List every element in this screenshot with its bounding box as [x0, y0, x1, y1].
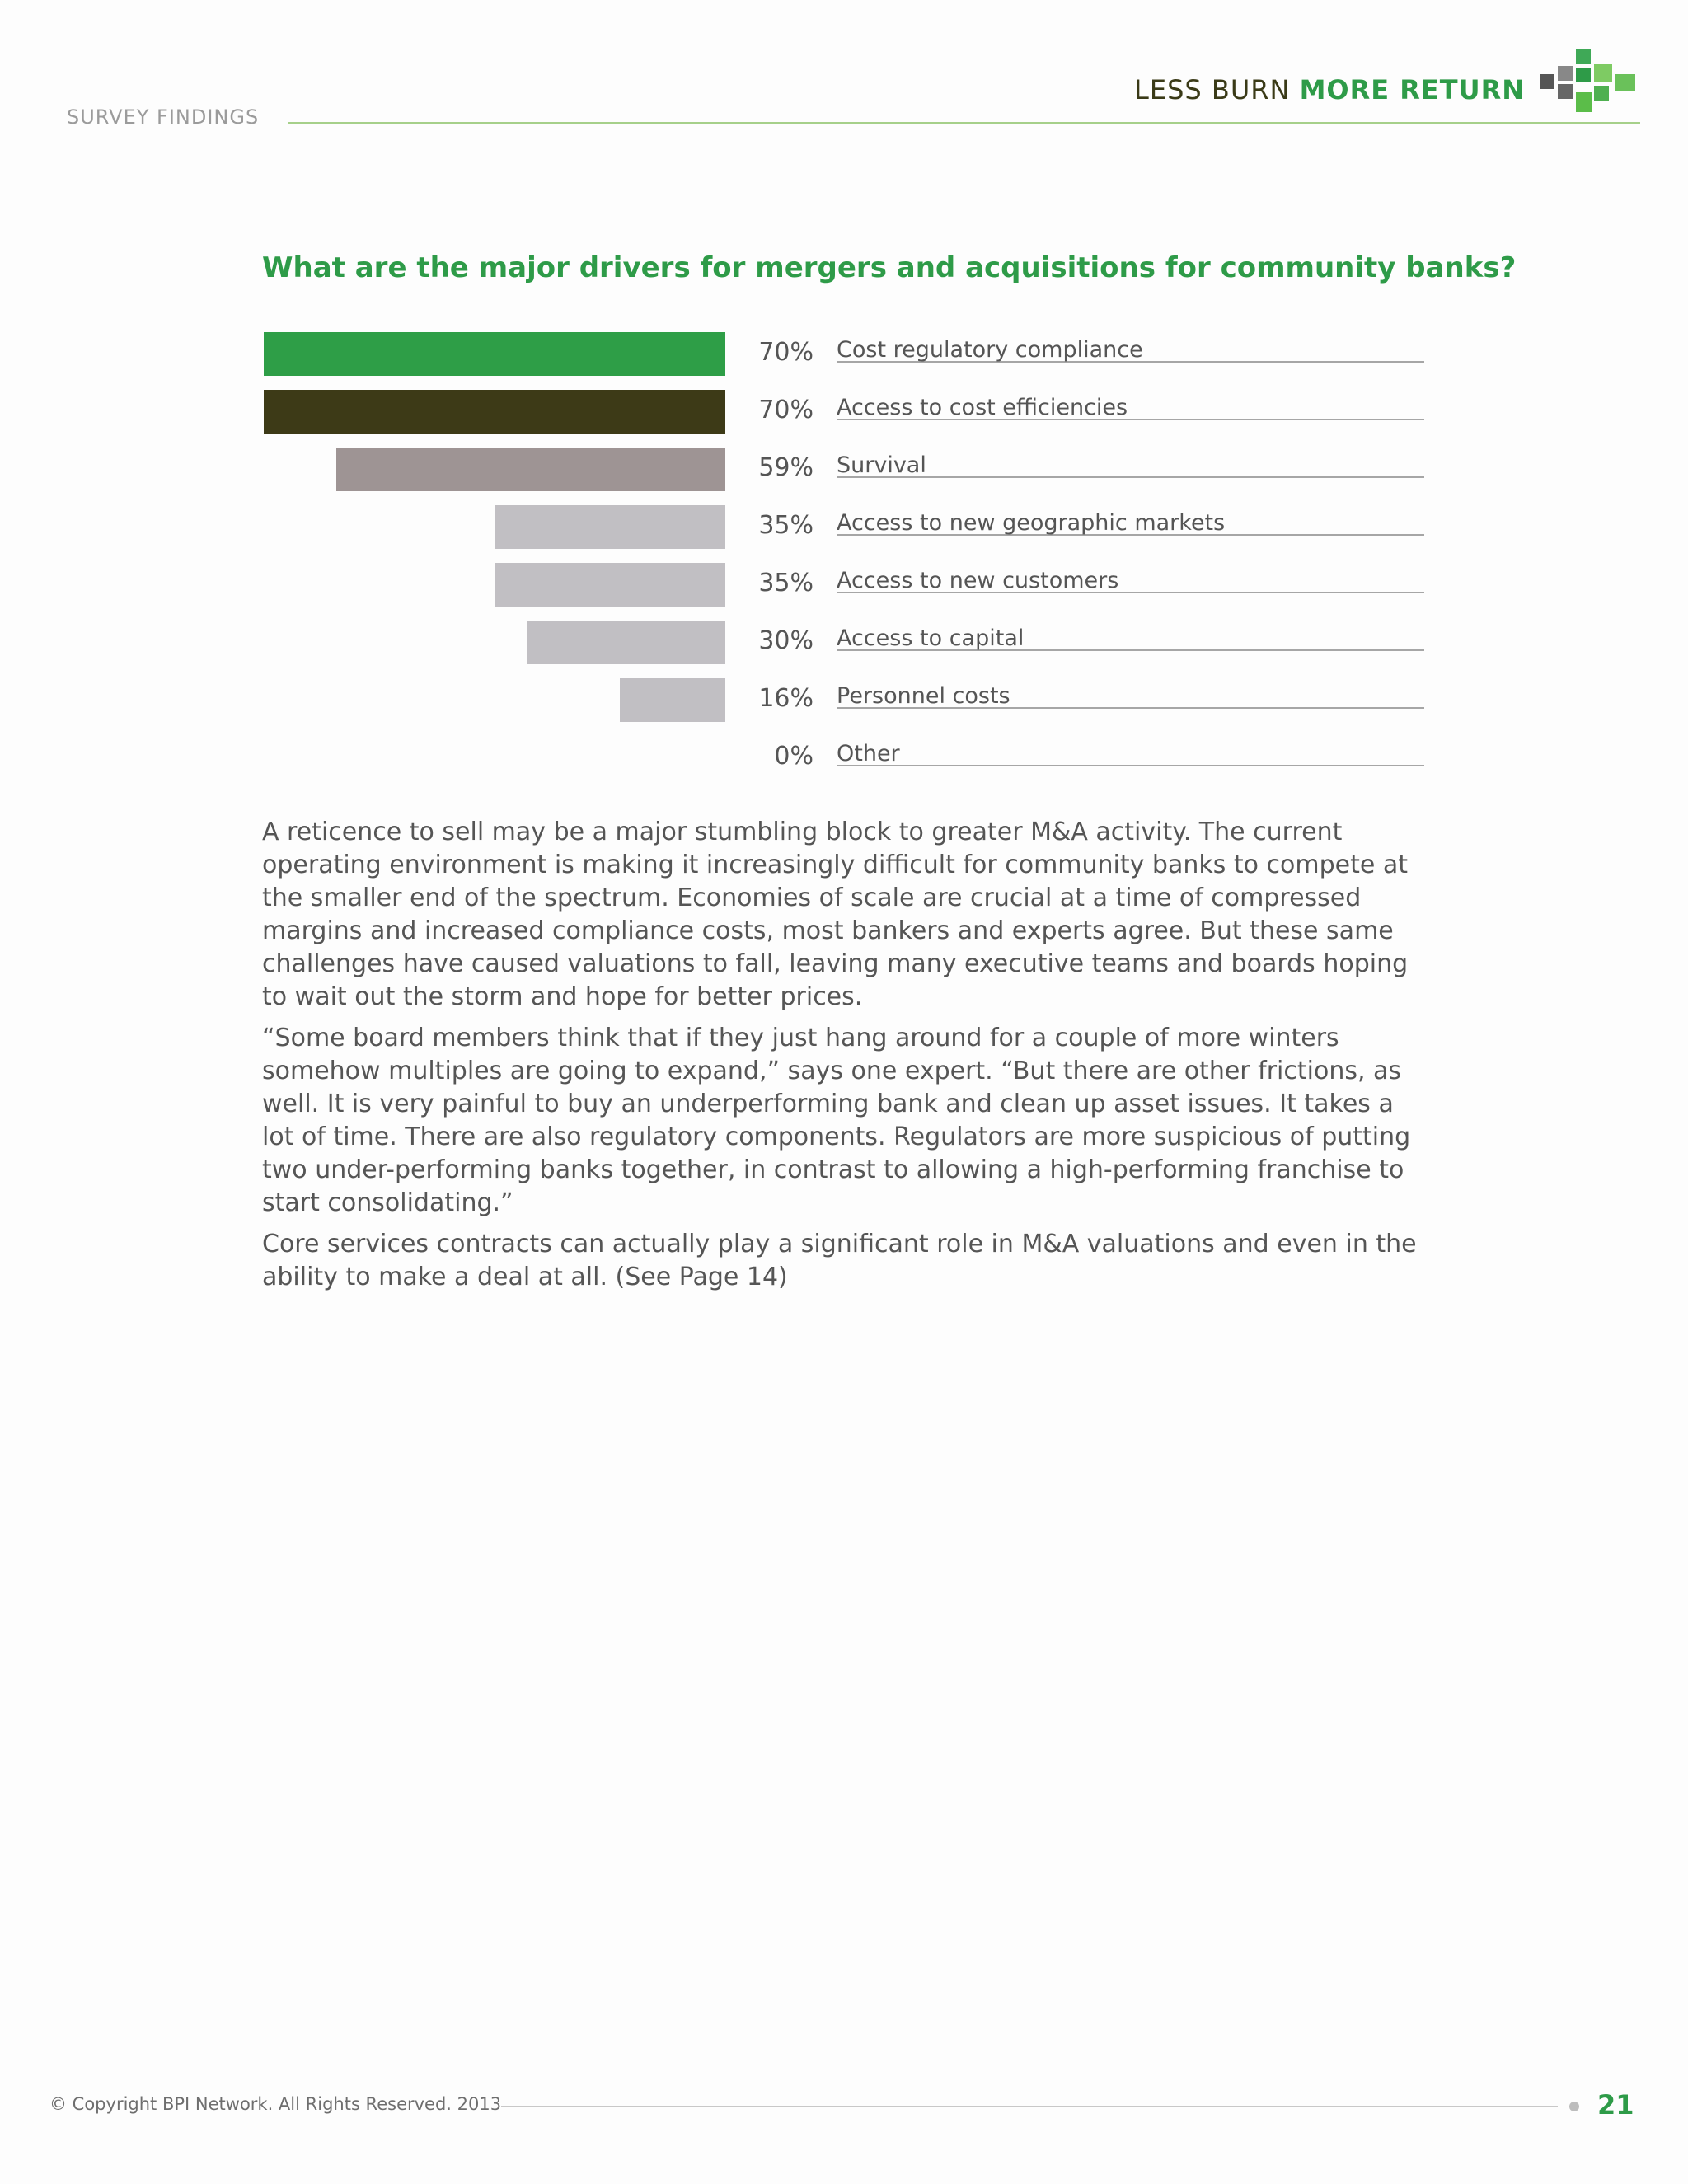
bar-value-label: 59% — [758, 453, 814, 482]
page-number: 21 — [1597, 2089, 1634, 2121]
body-paragraph-1: A reticence to sell may be a major stumbling block to greater M&A activity. The current operating environment is making it increasingly difficult for community banks to compete at the smaller end of the spectrum. Economies of scale are crucial at a time of compressed margins and increased compliance costs, most bankers and experts agree. But these same challenges have caused valuations to fall, leaving many executive teams and boards hoping to wait out the storm and hope for better prices. — [262, 818, 1409, 1011]
bar-chart — [0, 0, 1688, 791]
bar-value-label: 0% — [774, 742, 814, 771]
bar-value-label: 70% — [758, 338, 814, 367]
footer-copyright: © Copyright BPI Network. All Rights Reserved. 2013 — [49, 2094, 502, 2114]
bar-2 — [336, 448, 725, 491]
chart-title: What are the major drivers for mergers and acquisitions for community banks? — [262, 251, 1517, 284]
bar-value-label: 16% — [758, 684, 814, 713]
bar-1 — [264, 390, 725, 434]
category-label: Access to cost efficiencies — [837, 395, 1128, 420]
bar-value-label: 30% — [758, 626, 814, 655]
body-paragraph-2: “Some board members think that if they just hang around for a couple of more winters somehow multiples are going to expand,” says one expert. “But there are other frictions, as well. It is very painful to buy an underperforming bank and clean up asset issues. It takes a lot of time. There are also regulatory components. Regulators are more suspicious of putting two under-performing banks together, in contrast to allowing a high-performing franchise to start consolidating.” — [262, 1024, 1411, 1217]
brand-tagline-dark: LESS BURN — [1134, 74, 1291, 105]
footer-rule — [501, 2106, 1558, 2107]
section-label: SURVEY FINDINGS — [67, 105, 260, 129]
bar-6 — [620, 678, 725, 722]
category-label: Cost regulatory compliance — [837, 337, 1143, 363]
category-label: Access to new customers — [837, 568, 1119, 593]
bar-0 — [264, 332, 725, 376]
category-label: Access to new geographic markets — [837, 510, 1226, 536]
bar-4 — [495, 563, 725, 607]
bar-3 — [495, 505, 725, 549]
footer-dot — [1569, 2102, 1579, 2111]
bar-value-label: 35% — [758, 511, 814, 540]
body-paragraph-3: Core services contracts can actually play a significant role in M&A valuations and even in the ability to make a deal at all. (See Page 14) — [262, 1230, 1417, 1291]
brand-tagline-green: MORE RETURN — [1299, 74, 1525, 105]
category-label: Survival — [837, 452, 926, 478]
bar-5 — [528, 621, 725, 664]
category-label: Access to capital — [837, 626, 1025, 651]
bar-value-label: 70% — [758, 396, 814, 424]
bar-value-label: 35% — [758, 569, 814, 598]
category-label: Personnel costs — [837, 683, 1010, 709]
category-label: Other — [837, 741, 900, 766]
